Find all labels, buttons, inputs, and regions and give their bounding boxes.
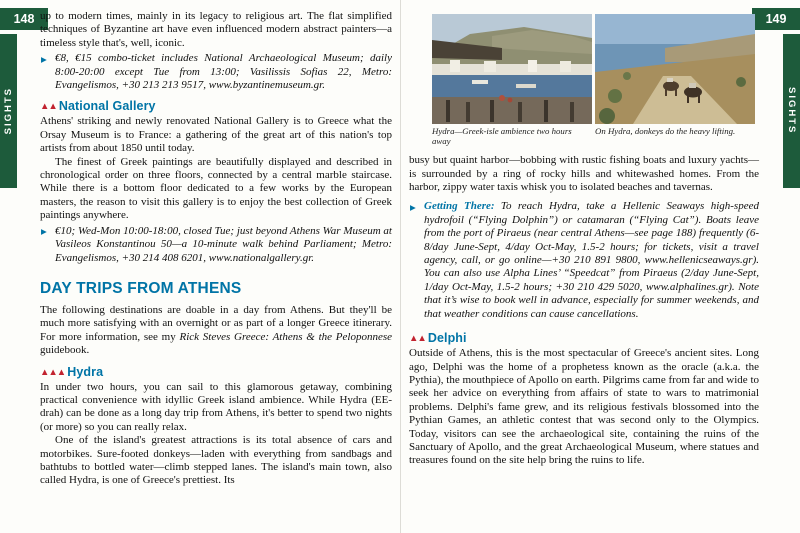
national-gallery-heading	[40, 99, 392, 113]
getting-there-label: Getting There:	[424, 200, 495, 213]
day-trips-intro-pre: The following destinations are doable in a day from Athens. But they'll be much more satisfying with an overnight or as part of a longer Greece itinerary. For more information, see my	[40, 303, 392, 343]
hydra-donkeys-photo	[595, 14, 755, 146]
national-gallery-listing	[40, 225, 392, 265]
hydra-para2: One of the island's greatest attractions is its total absence of cars and motorbikes. Sure-footed donkeys—laden with everything from sandbags and bathtubs to bottled water—climb stepped lanes. The island's main town, also called Hydra, is one of Greece's prettiest. Its	[40, 434, 392, 487]
delphi-title: Delphi	[427, 331, 467, 346]
hydra-harbor-photo-image	[432, 14, 592, 124]
sidebar-left	[0, 34, 17, 188]
rating-triangles-icon: ▲▲	[40, 101, 57, 113]
delphi-heading	[409, 331, 759, 345]
getting-there-listing	[409, 200, 759, 321]
delphi-para: Outside of Athens, this is the most spectacular of Greece's ancient sites. Long ago, Delphi was the home of a prophetess known as the oracle (a.k.a. the Pythia), the mouthpiece of Apollo on earth. Pilgrims came from far and wide to seek her advice on everything from affairs of state to wars to matrimonial problems. Delphi's fame grew, and its religious festivals blossomed into the Pythian Games, an athletic contest that was second only to the Olympics. Today, visitors can see the archaeological site, containing the ruins of the Sanctuary of Apollo, and the great Archaeological Museum, where statues and treasures found on the site help bring the ruins to life.	[409, 347, 759, 467]
national-gallery-para1: Athens' striking and newly renovated National Gallery is to Greece what the Orsay Museum is to France: a gathering of the great art of this nation's top artists from about 1850 until today.	[40, 115, 392, 155]
day-trips-intro	[40, 304, 392, 358]
getting-there-text: To reach Hydra, take a Hellenic Seaways high-speed hydrofoil (“Flying Dolphin”) or catamaran (“Flying Cat”). Boats leave from the port of Piraeus (near central Athens—see page 188) frequently (6-8/day June-Sept, 4/day Oct-May, 1.5-2 hours; for tickets, visit a travel agency, call, or go online—+30 210 891 9800, www.hellenicseaways.gr). You can also use Alpha Lines’ “Speedcat” from Piraeus (2/day June-Sept, 1/day Oct-May, 1.5-2 hours; +30 210 429 5020, www.alphalines.gr). Note that it’s wise to book well in advance, especially for summer weekends, and that weather conditions can cause cancellations.	[424, 200, 759, 320]
guidebook-title: Rick Steves Greece: Athens & the Peloponnese	[179, 330, 392, 343]
byzantine-listing-text: €8, €15 combo-ticket includes National Archaeological Museum; daily 8:00-20:00 except Tue from 13:00; Vasilissis Sofias 22, Metro: Evangelismos, +30 213 213 9517, www.byzantinemuseum.gr.	[55, 52, 392, 92]
photo-caption-donkeys: On Hydra, donkeys do the heavy lifting.	[595, 126, 736, 136]
photo-caption-harbor: Hydra—Greek-isle ambience two hours away	[432, 126, 572, 147]
page-number-left: 148	[0, 8, 48, 30]
hydra-para1: In under two hours, you can sail to this glamorous getaway, combining practical convenience with idyllic Greek island ambience. While Hydra (EE-drah) can be done as a long day trip from Athens, it's better to spend two nights (or more) so you can really relax.	[40, 380, 392, 433]
rating-triangles-icon: ▲▲	[409, 333, 426, 345]
hydra-heading	[40, 365, 392, 379]
byzantine-museum-listing	[40, 52, 392, 92]
right-page-text-column	[409, 10, 759, 468]
national-gallery-title: National Gallery	[58, 99, 156, 114]
page-number-right: 149	[752, 8, 800, 30]
listing-bullet-icon: ▶	[41, 54, 47, 64]
photo-row	[432, 14, 759, 146]
hydra-title: Hydra	[67, 364, 104, 379]
sidebar-label-left: SIGHTS	[3, 87, 14, 135]
left-page-text-column	[40, 10, 392, 488]
national-gallery-listing-text: €10; Wed-Mon 10:00-18:00, closed Tue; just beyond Athens War Museum at Vasileos Konstantinou 50—a 10-minute walk behind Parliament; Metro: Evangelismos, +30 214 408 6201, www.nationalgallery.gr.	[55, 224, 392, 264]
day-trips-heading: DAY TRIPS FROM ATHENS	[40, 279, 242, 297]
harbor-continuation-para: busy but quaint harbor—bobbing with rustic fishing boats and luxury yachts—is surrounded by a ring of rocky hills and whitewashed homes. From the harbor, zippy water taxis whisk you to isolated beaches and tavernas.	[409, 154, 759, 194]
listing-bullet-icon: ▶	[41, 227, 47, 237]
day-trips-intro-post: guidebook.	[40, 344, 90, 357]
hydra-harbor-photo	[432, 14, 592, 146]
byzantine-intro-continuation: up to modern times, mainly in its legacy to religious art. The flat simplified techniques of Byzantine art have even influenced modern abstract painters—a timeless style that's, well, iconic.	[40, 10, 392, 49]
sidebar-label-right: SIGHTS	[786, 87, 797, 135]
national-gallery-para2: The finest of Greek paintings are beautifully displayed and described in chronological order on three floors, connected by a central marble staircase. While there is a bottom floor dedicated to a few works by the European masters, the reason to visit this gallery is to enjoy the best collection of Greek paintings anywhere.	[40, 155, 392, 222]
hydra-donkeys-photo-image	[595, 14, 755, 124]
rating-triangles-icon: ▲▲▲	[40, 366, 66, 378]
sidebar-right	[783, 34, 800, 188]
listing-bullet-icon: ▶	[410, 202, 416, 212]
page-gutter-divider	[400, 0, 401, 533]
